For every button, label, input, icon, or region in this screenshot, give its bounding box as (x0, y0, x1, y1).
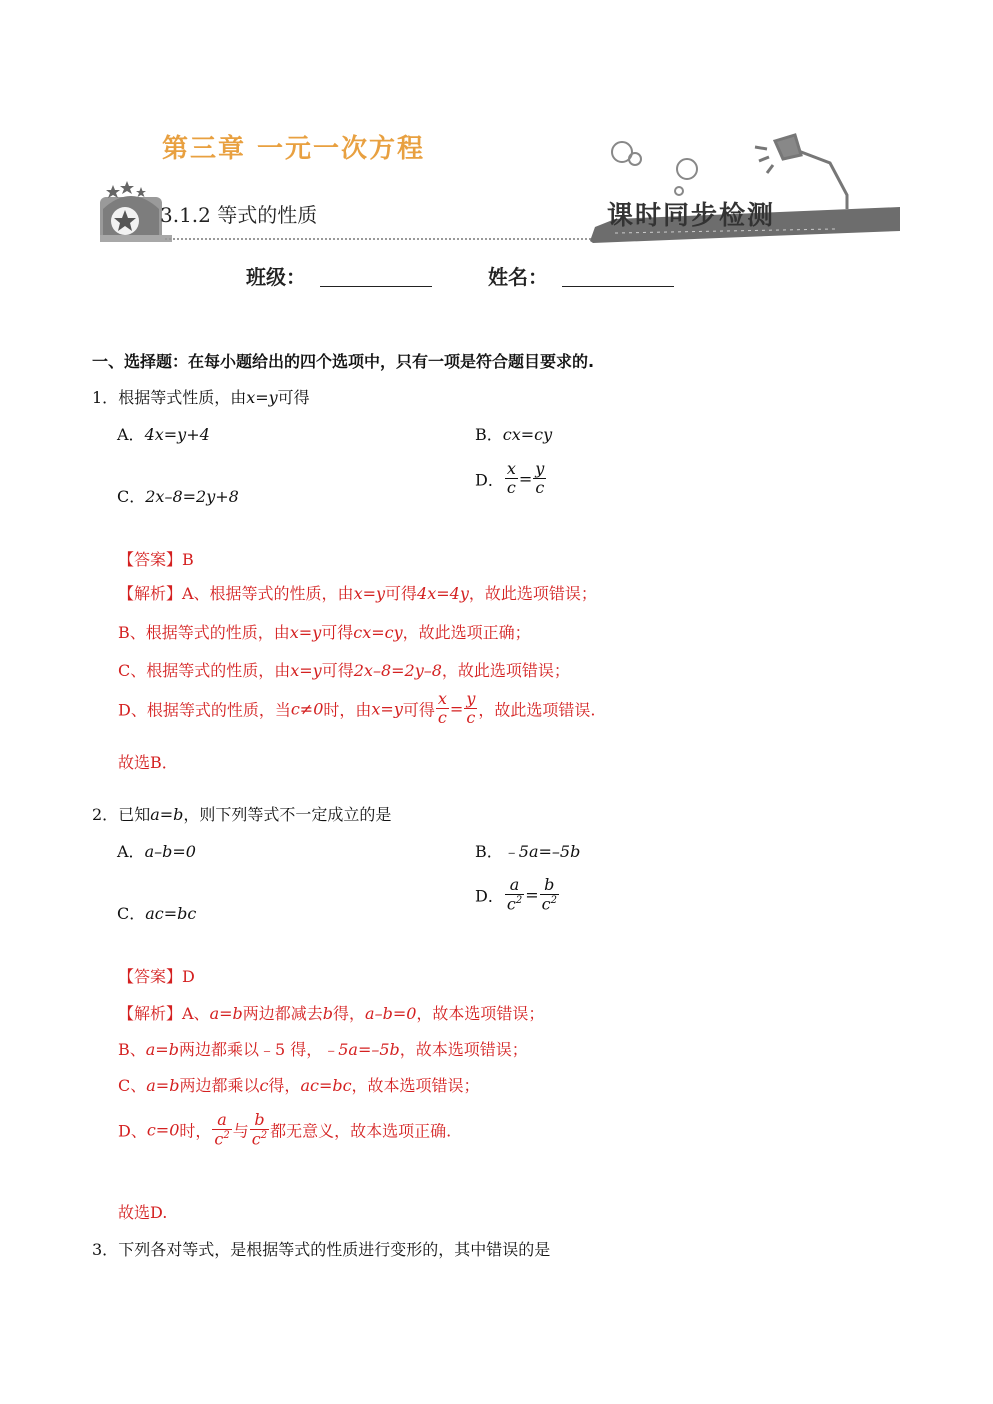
q1-option-a[interactable]: A．4x=y+4 (117, 425, 210, 444)
fraction: $\frac{x}{c}$ (506, 459, 516, 498)
q1-explain-line-2: B、根据等式的性质，由x=y可得cx=cy，故此选项正确； (118, 623, 531, 642)
section-title: 3.1.2 等式的性质 (160, 203, 318, 227)
q2-answer: 【答案】D (118, 967, 195, 986)
q2-explain-line-1: 【解析】A、a=b两边都减去b得，a–b=0，故本选项错误； (118, 1004, 545, 1023)
q1-answer: 【答案】B (118, 550, 194, 569)
q1-conclusion: 故选B． (118, 753, 178, 772)
bubbles-icon (612, 142, 697, 195)
chapter-title: 第三章 一元一次方程 (162, 134, 426, 164)
q2-explain-line-4: D、c=0时， $\frac{a}{c^2}$ 与 $\frac{b}{c^2}$ 都无意义，故本选项正确. (118, 1110, 452, 1149)
q1-stem: 1．根据等式性质，由x=y可得 (92, 388, 310, 407)
q2-explain-line-3: C、a=b两边都乘以c得，ac=bc，故本选项错误； (118, 1076, 480, 1095)
q2-option-b[interactable]: B．﹣5a=–5b (475, 842, 581, 861)
fraction: $\frac{y}{c}$ (466, 689, 476, 728)
q2-option-a[interactable]: A．a–b=0 (117, 842, 196, 861)
fraction: $\frac{a}{c^2}$ (506, 875, 523, 914)
name-input-line[interactable] (562, 264, 674, 287)
q3-stem: 3．下列各对等式，是根据等式的性质进行变形的，其中错误的是 (92, 1240, 551, 1259)
section-heading: 一、选择题：在每小题给出的四个选项中，只有一项是符合题目要求的. (92, 352, 595, 371)
q1-option-d[interactable]: D． $\frac{x}{c}$ = $\frac{y}{c}$ (475, 459, 545, 498)
fraction: $\frac{a}{c^2}$ (214, 1110, 230, 1149)
fraction: $\frac{y}{c}$ (535, 459, 545, 498)
q1-explain-line-4: D、根据等式的性质，当c≠0时，由x=y可得 $\frac{x}{c}$ = $\frac{y}{c}$ ，故此选项错误. (118, 689, 596, 728)
q1-explain-line-1: 【解析】A、根据等式的性质，由x=y可得4x=4y，故此选项错误； (118, 584, 597, 603)
q2-explain-line-2: B、a=b两边都乘以﹣5 得，﹣5a=–5b，故本选项错误； (118, 1040, 528, 1059)
fraction: $\frac{b}{c^2}$ (541, 875, 557, 914)
q2-stem: 2．已知a=b，则下列等式不一定成立的是 (92, 805, 392, 824)
q2-conclusion: 故选D. (118, 1203, 168, 1222)
class-label: 班级： (246, 265, 306, 289)
q1-option-c[interactable]: C．2x–8=2y+8 (117, 487, 239, 506)
brand-text: 课时同步检测 (607, 201, 776, 231)
fraction: $\frac{b}{c^2}$ (251, 1110, 268, 1149)
name-label: 姓名： (488, 265, 548, 289)
fraction: $\frac{x}{c}$ (437, 689, 447, 728)
q2-option-c[interactable]: C．ac=bc (117, 904, 197, 923)
q2-option-d[interactable]: D． $\frac{a}{c^2}$ = $\frac{b}{c^2}$ (475, 875, 557, 914)
q1-option-b[interactable]: B．cx=cy (475, 425, 553, 444)
class-input-line[interactable] (320, 264, 432, 287)
q1-explain-line-3: C、根据等式的性质，由x=y可得2x–8=2y–8，故此选项错误； (118, 661, 570, 680)
